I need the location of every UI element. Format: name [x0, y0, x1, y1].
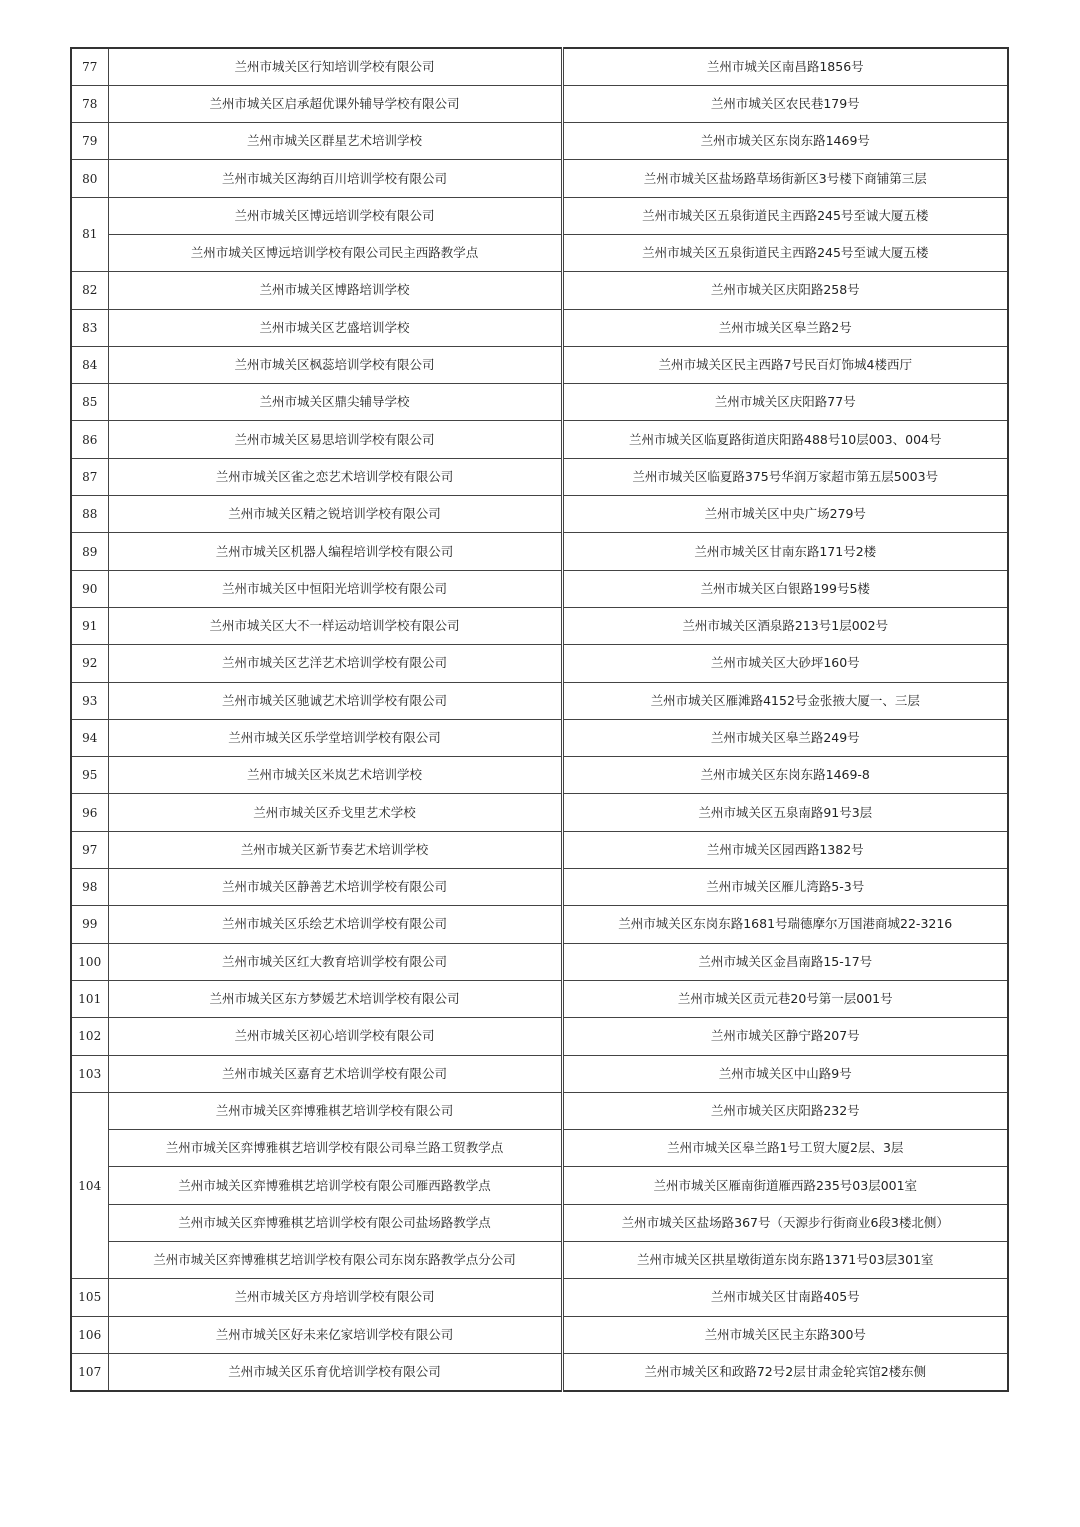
school-name: 兰州市城关区艺洋艺术培训学校有限公司 — [108, 645, 562, 682]
table-row — [71, 272, 1008, 309]
school-name: 兰州市城关区东方梦媛艺术培训学校有限公司 — [108, 980, 562, 1017]
school-address: 兰州市城关区皋兰路1号工贸大厦2层、3层 — [562, 1130, 1008, 1167]
school-name: 兰州市城关区弈博雅棋艺培训学校有限公司 — [108, 1092, 562, 1129]
table-row — [71, 197, 1008, 234]
schools-table — [70, 47, 1009, 1392]
school-address: 兰州市城关区皋兰路2号 — [562, 309, 1008, 346]
row-number: 92 — [71, 645, 108, 682]
school-address: 兰州市城关区园西路1382号 — [562, 831, 1008, 868]
school-address: 兰州市城关区大砂坪160号 — [562, 645, 1008, 682]
row-number: 96 — [71, 794, 108, 831]
table-row — [71, 458, 1008, 495]
school-address: 兰州市城关区东岗东路1469号 — [562, 123, 1008, 160]
table-row — [71, 1316, 1008, 1353]
school-name: 兰州市城关区群星艺术培训学校 — [108, 123, 562, 160]
school-name: 兰州市城关区博远培训学校有限公司 — [108, 197, 562, 234]
school-name: 兰州市城关区海纳百川培训学校有限公司 — [108, 160, 562, 197]
row-number: 98 — [71, 869, 108, 906]
row-number: 88 — [71, 496, 108, 533]
row-number: 78 — [71, 85, 108, 122]
school-name: 兰州市城关区乐育优培训学校有限公司 — [108, 1353, 562, 1390]
school-address: 兰州市城关区庆阳路258号 — [562, 272, 1008, 309]
row-number: 90 — [71, 570, 108, 607]
school-name: 兰州市城关区米岚艺术培训学校 — [108, 757, 562, 794]
table-row — [71, 533, 1008, 570]
row-number: 77 — [71, 48, 108, 85]
table-row — [71, 607, 1008, 644]
school-name: 兰州市城关区精之锐培训学校有限公司 — [108, 496, 562, 533]
table-row — [71, 831, 1008, 868]
table-row — [71, 980, 1008, 1017]
table-row — [71, 682, 1008, 719]
school-address: 兰州市城关区中央广场279号 — [562, 496, 1008, 533]
table-row — [71, 719, 1008, 756]
school-name: 兰州市城关区中恒阳光培训学校有限公司 — [108, 570, 562, 607]
school-address: 兰州市城关区白银路199号5楼 — [562, 570, 1008, 607]
row-number: 81 — [71, 197, 108, 272]
table-row — [71, 1055, 1008, 1092]
school-name: 兰州市城关区初心培训学校有限公司 — [108, 1018, 562, 1055]
row-number: 91 — [71, 607, 108, 644]
school-address: 兰州市城关区酒泉路213号1层002号 — [562, 607, 1008, 644]
school-address: 兰州市城关区皋兰路249号 — [562, 719, 1008, 756]
school-name: 兰州市城关区行知培训学校有限公司 — [108, 48, 562, 85]
school-name: 兰州市城关区红大教育培训学校有限公司 — [108, 943, 562, 980]
school-name: 兰州市城关区驰诚艺术培训学校有限公司 — [108, 682, 562, 719]
school-name: 兰州市城关区嘉育艺术培训学校有限公司 — [108, 1055, 562, 1092]
school-address: 兰州市城关区盐场路367号（天源步行街商业6段3楼北侧） — [562, 1204, 1008, 1241]
table-row — [71, 1204, 1008, 1241]
school-address: 兰州市城关区和政路72号2层甘肃金轮宾馆2楼东侧 — [562, 1353, 1008, 1390]
row-number: 79 — [71, 123, 108, 160]
school-address: 兰州市城关区临夏路375号华润万家超市第五层5003号 — [562, 458, 1008, 495]
table-row — [71, 1130, 1008, 1167]
school-address: 兰州市城关区民主东路300号 — [562, 1316, 1008, 1353]
school-name: 兰州市城关区机器人编程培训学校有限公司 — [108, 533, 562, 570]
school-name: 兰州市城关区乐学堂培训学校有限公司 — [108, 719, 562, 756]
school-name: 兰州市城关区鼎尖辅导学校 — [108, 384, 562, 421]
school-address: 兰州市城关区五泉南路91号3层 — [562, 794, 1008, 831]
row-number: 93 — [71, 682, 108, 719]
school-address: 兰州市城关区雁滩路4152号金张掖大厦一、三层 — [562, 682, 1008, 719]
school-address: 兰州市城关区庆阳路232号 — [562, 1092, 1008, 1129]
table-row — [71, 757, 1008, 794]
row-number: 84 — [71, 346, 108, 383]
table-row — [71, 943, 1008, 980]
table-row — [71, 1279, 1008, 1316]
school-address: 兰州市城关区五泉街道民主西路245号至诚大厦五楼 — [562, 197, 1008, 234]
row-number: 103 — [71, 1055, 108, 1092]
school-name: 兰州市城关区方舟培训学校有限公司 — [108, 1279, 562, 1316]
school-name: 兰州市城关区静善艺术培训学校有限公司 — [108, 869, 562, 906]
school-address: 兰州市城关区五泉街道民主西路245号至诚大厦五楼 — [562, 234, 1008, 271]
school-address: 兰州市城关区中山路9号 — [562, 1055, 1008, 1092]
row-number: 104 — [71, 1092, 108, 1278]
school-address: 兰州市城关区贡元巷20号第一层001号 — [562, 980, 1008, 1017]
row-number: 97 — [71, 831, 108, 868]
row-number: 85 — [71, 384, 108, 421]
row-number: 82 — [71, 272, 108, 309]
table-row — [71, 794, 1008, 831]
table-body — [71, 48, 1008, 1391]
school-address: 兰州市城关区农民巷179号 — [562, 85, 1008, 122]
school-name: 兰州市城关区艺盛培训学校 — [108, 309, 562, 346]
school-address: 兰州市城关区甘南东路171号2楼 — [562, 533, 1008, 570]
school-name: 兰州市城关区乔戈里艺术学校 — [108, 794, 562, 831]
table-row — [71, 85, 1008, 122]
school-name: 兰州市城关区大不一样运动培训学校有限公司 — [108, 607, 562, 644]
table-row — [71, 906, 1008, 943]
row-number: 105 — [71, 1279, 108, 1316]
school-name: 兰州市城关区弈博雅棋艺培训学校有限公司盐场路教学点 — [108, 1204, 562, 1241]
table-row — [71, 309, 1008, 346]
row-number: 106 — [71, 1316, 108, 1353]
table-row — [71, 570, 1008, 607]
school-address: 兰州市城关区东岗东路1469-8 — [562, 757, 1008, 794]
school-name: 兰州市城关区易思培训学校有限公司 — [108, 421, 562, 458]
row-number: 89 — [71, 533, 108, 570]
school-address: 兰州市城关区拱星墩街道东岗东路1371号03层301室 — [562, 1242, 1008, 1279]
school-name: 兰州市城关区弈博雅棋艺培训学校有限公司皋兰路工贸教学点 — [108, 1130, 562, 1167]
school-name: 兰州市城关区好未来亿家培训学校有限公司 — [108, 1316, 562, 1353]
school-address: 兰州市城关区盐场路草场街新区3号楼下商铺第三层 — [562, 160, 1008, 197]
row-number: 87 — [71, 458, 108, 495]
row-number: 80 — [71, 160, 108, 197]
school-address: 兰州市城关区静宁路207号 — [562, 1018, 1008, 1055]
table-row — [71, 645, 1008, 682]
school-address: 兰州市城关区临夏路街道庆阳路488号10层003、004号 — [562, 421, 1008, 458]
table-row — [71, 160, 1008, 197]
table-row — [71, 346, 1008, 383]
table-row — [71, 1018, 1008, 1055]
table-row — [71, 1242, 1008, 1279]
school-address: 兰州市城关区民主西路7号民百灯饰城4楼西厅 — [562, 346, 1008, 383]
table-row — [71, 48, 1008, 85]
row-number: 94 — [71, 719, 108, 756]
school-name: 兰州市城关区新节奏艺术培训学校 — [108, 831, 562, 868]
table-row — [71, 869, 1008, 906]
school-address: 兰州市城关区雁南街道雁西路235号03层001室 — [562, 1167, 1008, 1204]
row-number: 107 — [71, 1353, 108, 1390]
row-number: 102 — [71, 1018, 108, 1055]
school-name: 兰州市城关区博路培训学校 — [108, 272, 562, 309]
school-address: 兰州市城关区东岗东路1681号瑞德摩尔万国港商城22-3216 — [562, 906, 1008, 943]
school-name: 兰州市城关区启承超优课外辅导学校有限公司 — [108, 85, 562, 122]
table-row — [71, 496, 1008, 533]
school-name: 兰州市城关区博远培训学校有限公司民主西路教学点 — [108, 234, 562, 271]
row-number: 95 — [71, 757, 108, 794]
school-name: 兰州市城关区乐绘艺术培训学校有限公司 — [108, 906, 562, 943]
school-address: 兰州市城关区甘南路405号 — [562, 1279, 1008, 1316]
school-address: 兰州市城关区雁儿湾路5-3号 — [562, 869, 1008, 906]
row-number: 86 — [71, 421, 108, 458]
table-row — [71, 234, 1008, 271]
school-address: 兰州市城关区南昌路1856号 — [562, 48, 1008, 85]
table-row — [71, 1092, 1008, 1129]
table-row — [71, 1353, 1008, 1390]
row-number: 99 — [71, 906, 108, 943]
school-name: 兰州市城关区弈博雅棋艺培训学校有限公司东岗东路教学点分公司 — [108, 1242, 562, 1279]
school-name: 兰州市城关区雀之恋艺术培训学校有限公司 — [108, 458, 562, 495]
row-number: 83 — [71, 309, 108, 346]
table-row — [71, 384, 1008, 421]
table-row — [71, 123, 1008, 160]
table-row — [71, 421, 1008, 458]
school-name: 兰州市城关区枫蕊培训学校有限公司 — [108, 346, 562, 383]
school-address: 兰州市城关区庆阳路77号 — [562, 384, 1008, 421]
row-number: 101 — [71, 980, 108, 1017]
school-name: 兰州市城关区弈博雅棋艺培训学校有限公司雁西路教学点 — [108, 1167, 562, 1204]
row-number: 100 — [71, 943, 108, 980]
school-address: 兰州市城关区金昌南路15-17号 — [562, 943, 1008, 980]
table-row — [71, 1167, 1008, 1204]
